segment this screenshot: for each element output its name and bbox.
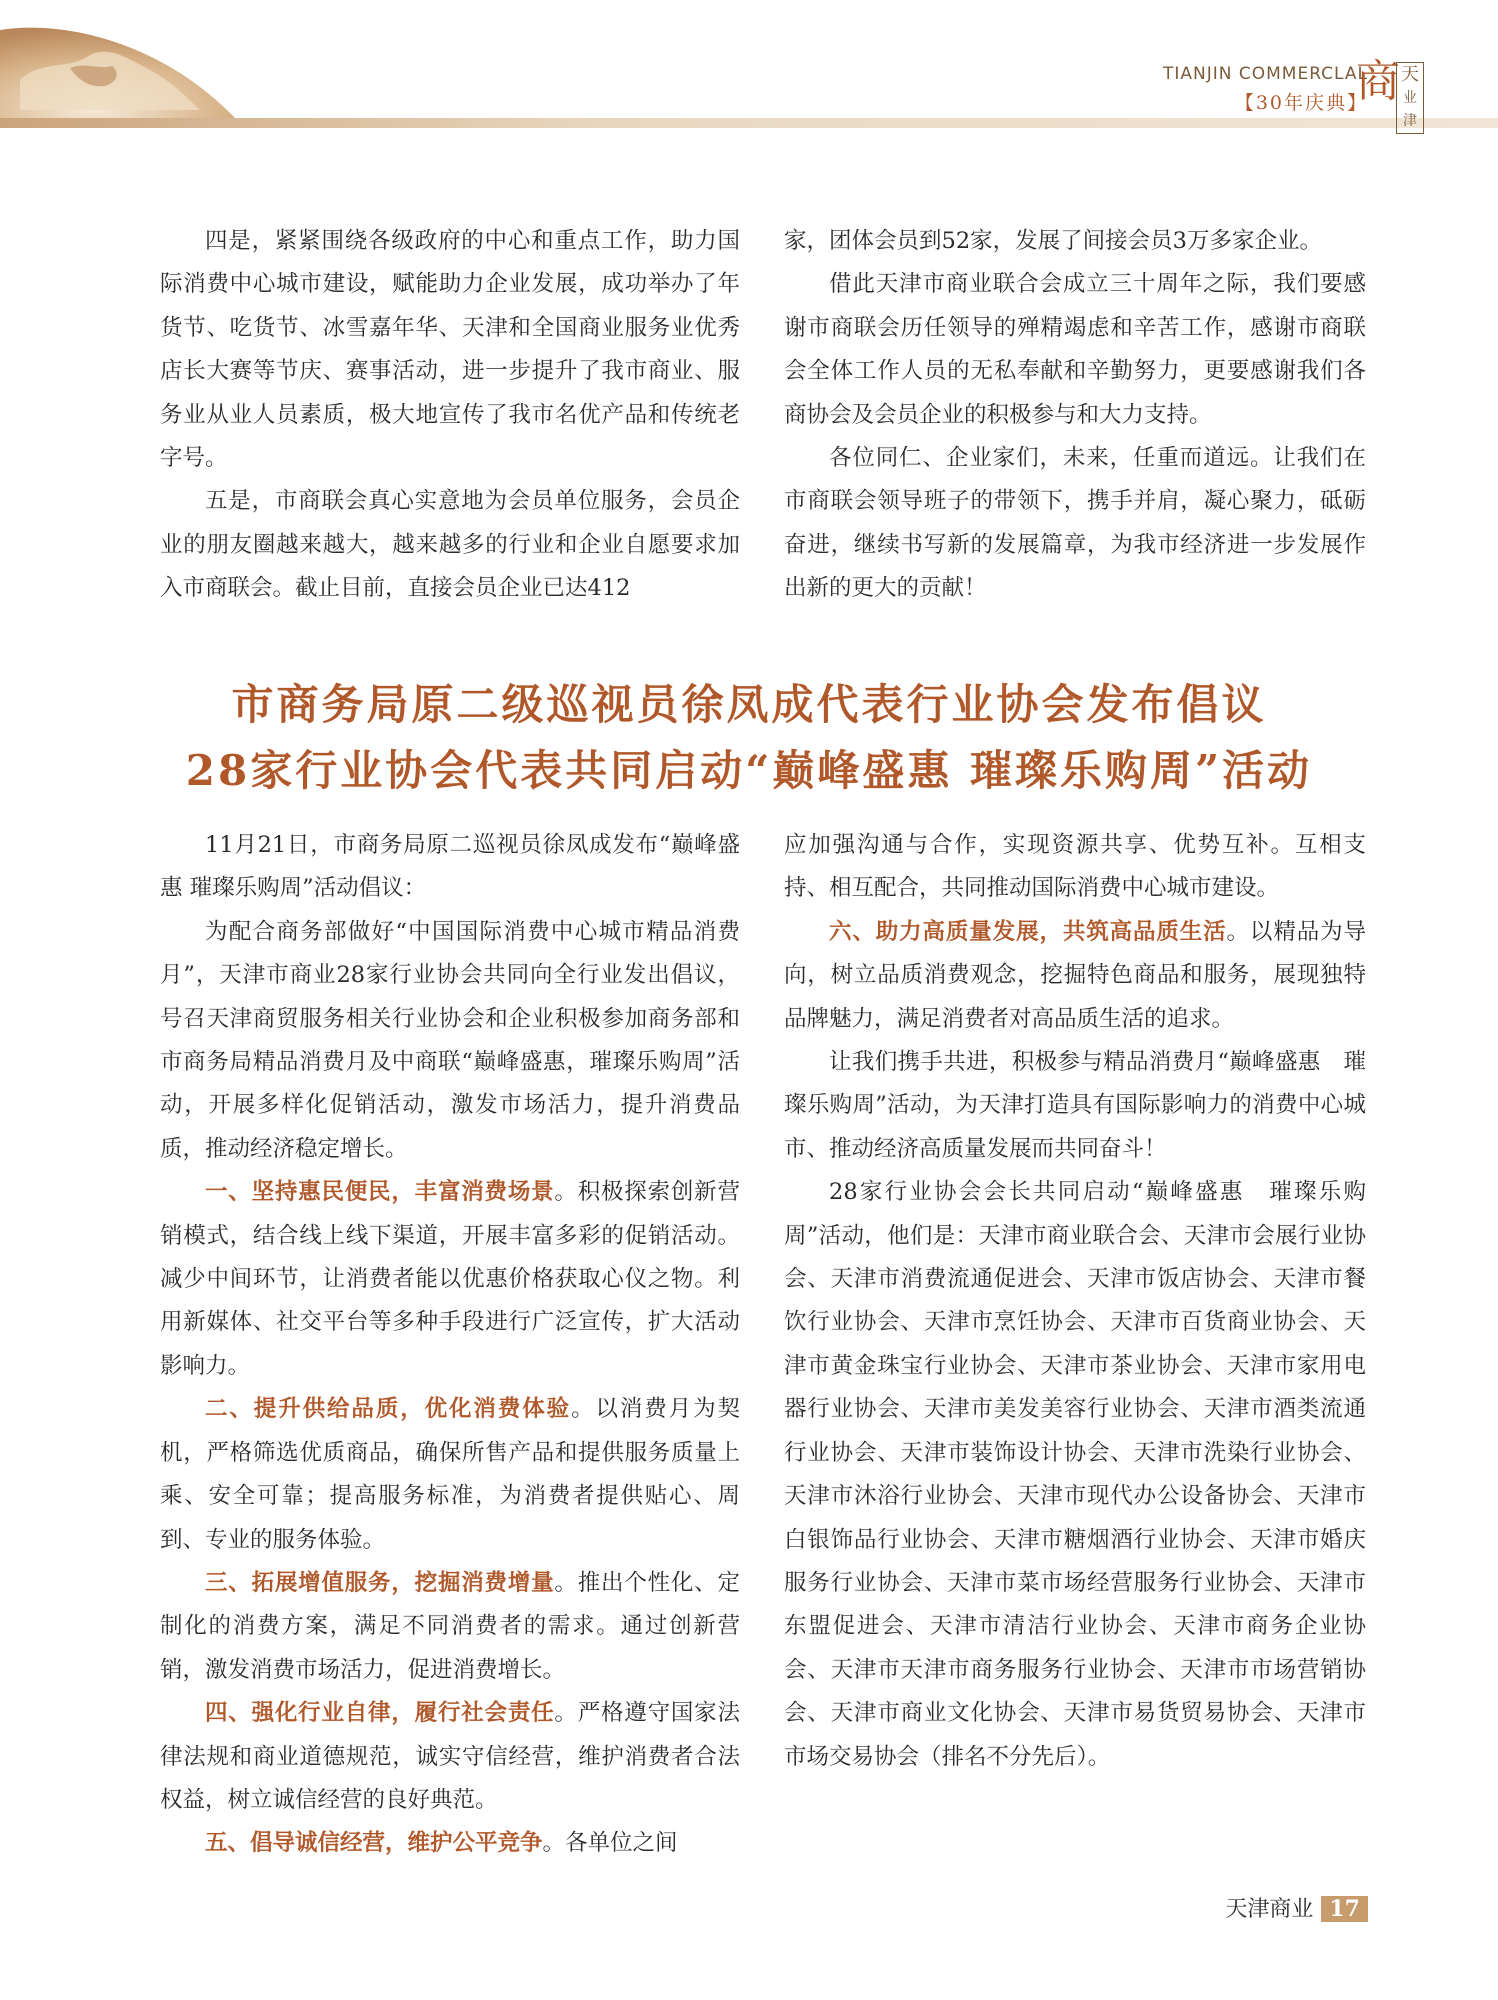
top-column-right — [784, 220, 1366, 611]
paragraph: 借此天津市商业联合会成立三十周年之际，我们要感谢市商联会历任领导的殚精竭虑和辛苦工作，感谢市商联会全体工作人员的无私奉献和辛勤努力，更要感谢我们各商协会及会员企业的积极参与和大力支持。 — [784, 271, 1366, 428]
proposal-5 — [160, 1822, 740, 1865]
page-number: 17 — [1321, 1896, 1368, 1922]
header-band — [0, 118, 1498, 128]
article-title-line1: 市商务局原二级巡视员徐凤成代表行业协会发布倡议 — [231, 680, 1267, 729]
proposal-text: 。以精品为导向，树立品质消费观念，挖掘特色商品和服务，展现独特品牌魅力，满足消费者对高品质生活的追求。 — [784, 918, 1366, 1032]
proposal-text: 。积极探索创新营销模式，结合线上线下渠道，开展丰富多彩的促销活动。减少中间环节，让消费者能以优惠价格获取心仪之物。利用新媒体、社交平台等多种手段进行广泛宣传，扩大活动影响力。 — [160, 1179, 740, 1379]
paragraph: 为配合商务部做好“中国国际消费中心城市精品消费月”，天津市商业28家行业协会共同向全行业发出倡议，号召天津商贸服务相关行业协会和企业积极参加商务部和市商务局精品消费月及中商联“巅峰盛惠，璀璨乐购周”活动，开展多样化促销活动，激发市场活力，提升消费品质，推动经济稳定增长。 — [160, 918, 740, 1162]
proposal-6 — [784, 911, 1366, 1041]
proposal-3 — [160, 1562, 740, 1692]
paragraph-continued: 应加强沟通与合作，实现资源共享、优势互补。互相支持、相互配合，共同推动国际消费中心城市建设。 — [784, 832, 1366, 902]
proposal-heading: 四、强化行业自律，履行社会责任 — [205, 1700, 555, 1727]
proposal-heading: 二、提升供给品质，优化消费体验 — [205, 1396, 572, 1423]
article-column-left — [160, 824, 740, 1866]
proposal-text: 。各单位之间 — [542, 1830, 678, 1857]
proposal-heading: 五、倡导诚信经营，维护公平竞争 — [205, 1830, 543, 1857]
proposal-1 — [160, 1171, 740, 1388]
page-footer — [1225, 1892, 1368, 1923]
proposal-heading: 三、拓展增值服务，挖掘消费增量 — [205, 1569, 555, 1596]
brand-anniversary: 【30年庆典】 — [1234, 92, 1368, 114]
page-header — [0, 0, 1498, 128]
brand-logo — [1356, 56, 1426, 129]
proposal-2 — [160, 1388, 740, 1562]
proposal-text: 。以消费月为契机，严格筛选优质商品，确保所售产品和提供服务质量上乘、安全可靠；提高服务标准，为消费者提供贴心、周到、专业的服务体验。 — [160, 1396, 740, 1553]
top-column-left — [160, 220, 740, 611]
paragraph: 四是，紧紧围绕各级政府的中心和重点工作，助力国际消费中心城市建设，赋能助力企业发展，成功举办了年货节、吃货节、冰雪嘉年华、天津和全国商业服务业优秀店长大赛等节庆、赛事活动，进一步提升了我市商业、服务业从业人员素质，极大地宣传了我市名优产品和传统老字号。 — [160, 228, 740, 472]
proposal-heading: 六、助力高质量发展，共筑高品质生活 — [829, 918, 1227, 945]
brand-column — [1396, 62, 1424, 134]
paragraph-continued: 家，团体会员到52家，发展了间接会员3万多家企业。 — [784, 228, 1322, 254]
brand-char-tian: 天 — [1401, 64, 1419, 85]
brand-char-shang: 商 — [1356, 56, 1400, 107]
paragraph: 28家行业协会会长共同启动“巅峰盛惠 璀璨乐购周”活动，他们是：天津市商业联合会、天津市会展行业协会、天津市消费流通促进会、天津市饭店协会、天津市餐饮行业协会、天津市烹饪协会、天津市百货商业协会、天津市黄金珠宝行业协会、天津市茶业协会、天津市家用电器行业协会、天津市美发美容行业协会、天津市酒类流通行业协会、天津市装饰设计协会、天津市洗染行业协会、天津市沐浴行业协会、天津市现代办公设备协会、天津市白银饰品行业协会、天津市糖烟酒行业协会、天津市婚庆服务行业协会、天津市菜市场经营服务行业协会、天津市东盟促进会、天津市清洁行业协会、天津市商务企业协会、天津市天津市商务服务行业协会、天津市市场营销协会、天津市商业文化协会、天津市易货贸易协会、天津市市场交易协会（排名不分先后）。 — [784, 1179, 1366, 1770]
brand-english: TIANJIN COMMERCLAL — [1162, 64, 1368, 84]
paragraph: 各位同仁、企业家们，未来，任重而道远。让我们在市商联会领导班子的带领下，携手并肩，凝心聚力，砥砺奋进，继续书写新的发展篇章，为我市经济进一步发展作出新的更大的贡献！ — [784, 445, 1366, 602]
proposal-text: 。推出个性化、定制化的消费方案，满足不同消费者的需求。通过创新营销，激发消费市场活力，促进消费增长。 — [160, 1569, 740, 1683]
brand-text — [1163, 64, 1368, 115]
proposal-text: 。严格遵守国家法律法规和商业道德规范，诚实守信经营，维护消费者合法权益，树立诚信经营的良好典范。 — [160, 1700, 740, 1813]
brand-char-yejin: 业津 — [1403, 90, 1417, 129]
paragraph: 五是，市商联会真心实意地为会员单位服务，会员企业的朋友圈越来越大，越来越多的行业和企业自愿要求加入市商联会。截止目前，直接会员企业已达412 — [160, 488, 740, 602]
paragraph: 11月21日，市商务局原二巡视员徐凤成发布“巅峰盛惠 璀璨乐购周”活动倡议： — [160, 832, 740, 902]
article-title-line2: 28家行业协会代表共同启动“巅峰盛惠 璀璨乐购周”活动 — [185, 746, 1313, 795]
proposal-heading: 一、坚持惠民便民，丰富消费场景 — [205, 1179, 555, 1206]
publication-name: 天津商业 — [1225, 1897, 1314, 1922]
globe-decoration-icon — [0, 0, 260, 128]
paragraph: 让我们携手共进，积极参与精品消费月“巅峰盛惠 璀璨乐购周”活动，为天津打造具有国际影响力的消费中心城市、推动经济高质量发展而共同奋斗！ — [784, 1049, 1366, 1162]
proposal-4 — [160, 1692, 740, 1822]
article-column-right — [784, 824, 1366, 1779]
